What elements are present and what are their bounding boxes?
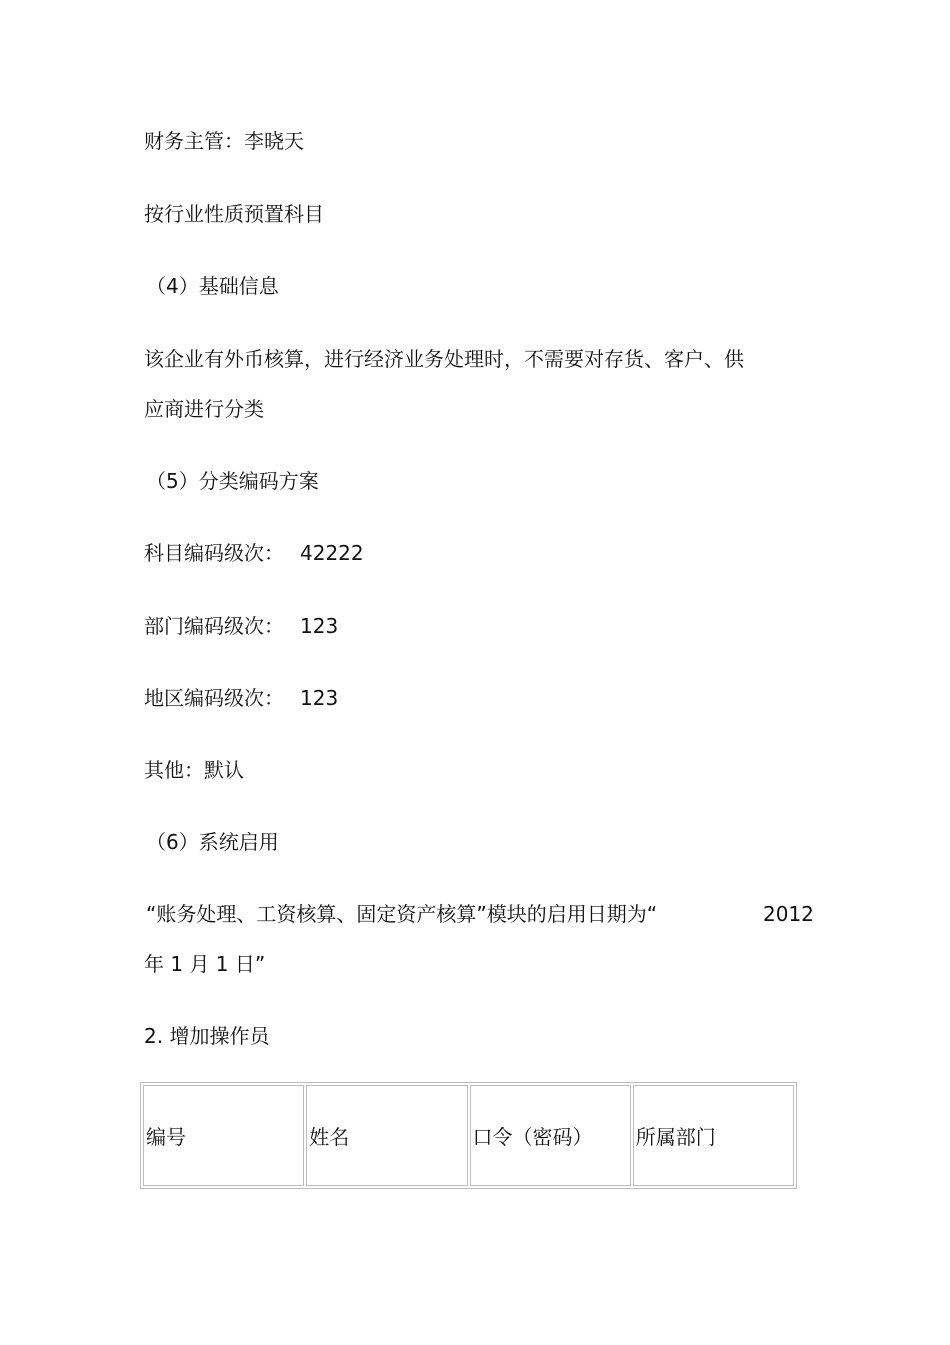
- subject-coding-value: 42222: [300, 541, 364, 565]
- region-coding-row: [144, 684, 339, 712]
- dept-coding-value: 123: [300, 614, 339, 638]
- basic-info-text-line-2: 应商进行分类: [144, 397, 264, 421]
- header-department: 所属部门: [633, 1085, 794, 1186]
- enable-date-text: “账务处理、工资核算、固定资产核算”模块的启用日期为“: [146, 902, 658, 926]
- enable-date-line-1: [146, 900, 657, 928]
- enable-date-line-2: 年 1 月 1 日”: [144, 952, 266, 976]
- subject-coding-label: 科目编码级次：: [144, 541, 284, 565]
- finance-supervisor-line: 财务主管：李晓天: [144, 129, 304, 153]
- header-id: 编号: [143, 1085, 304, 1186]
- region-coding-label: 地区编码级次：: [144, 686, 284, 710]
- table-header-row: [143, 1085, 794, 1186]
- other-line: 其他：默认: [144, 758, 244, 782]
- add-operator-heading: 2. 增加操作员: [144, 1024, 270, 1048]
- dept-coding-row: [144, 612, 339, 640]
- subject-coding-row: [144, 539, 364, 567]
- preset-accounts-line: 按行业性质预置科目: [144, 202, 324, 226]
- enable-year: 2012: [763, 902, 814, 926]
- region-coding-value: 123: [300, 686, 339, 710]
- header-password: 口令（密码）: [470, 1085, 631, 1186]
- basic-info-heading: （4）基础信息: [146, 274, 279, 298]
- basic-info-text-line-1: 该企业有外币核算，进行经济业务处理时，不需要对存货、客户、供: [144, 347, 744, 371]
- coding-scheme-heading: （5）分类编码方案: [146, 469, 319, 493]
- operator-table: [140, 1082, 797, 1189]
- system-enable-heading: （6）系统启用: [146, 830, 279, 854]
- header-name: 姓名: [306, 1085, 467, 1186]
- dept-coding-label: 部门编码级次：: [144, 614, 284, 638]
